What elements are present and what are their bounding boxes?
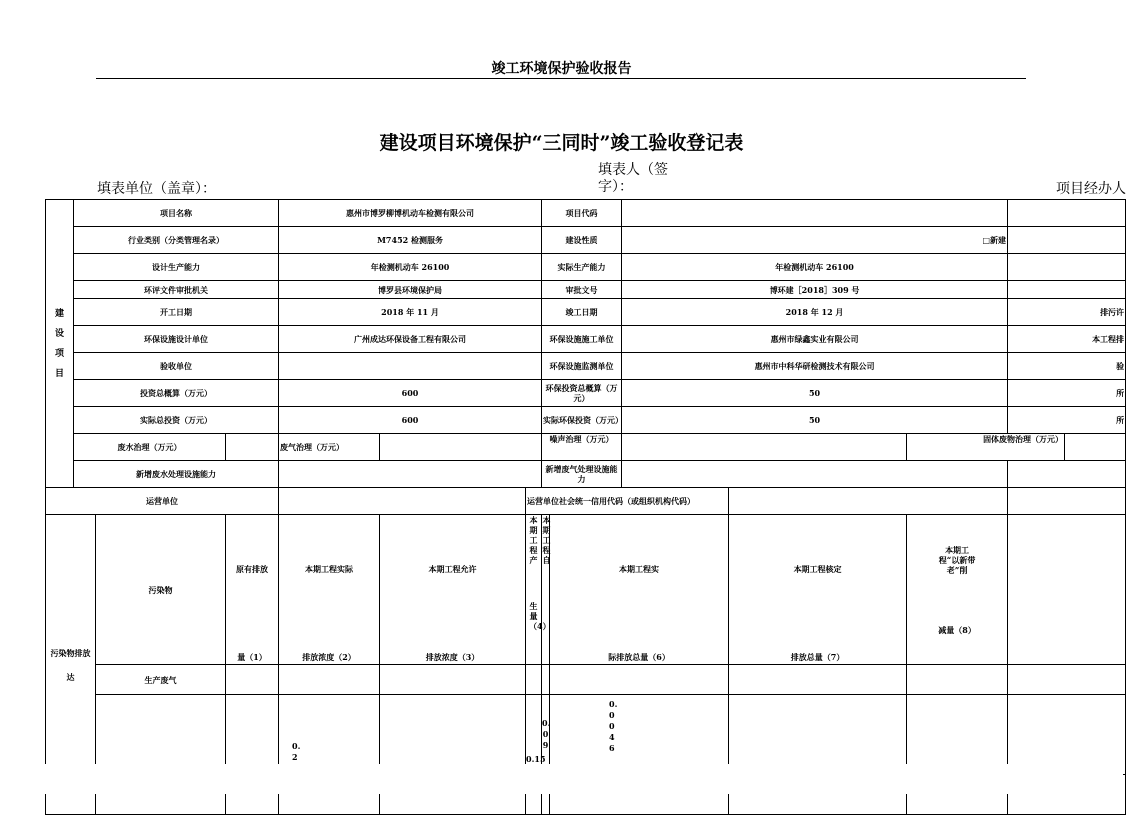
- project-code-extra: [1008, 200, 1126, 227]
- nmhc-actual-amount: 0.0046: [550, 695, 729, 775]
- monitor-unit-value: 惠州市中科华研检测技术有限公司: [622, 353, 1008, 380]
- noise-value: [622, 434, 907, 461]
- build-unit-label: 环保设施施工单位: [542, 326, 622, 353]
- col-actual-conc: 本期工程实际 排放浓度（2）: [279, 515, 380, 665]
- budget-env-label: 环保投资总概算（万元）: [542, 380, 622, 407]
- operator-value: [279, 488, 526, 515]
- new-wastegas-extra: [1008, 461, 1126, 488]
- acceptance-unit-value: [279, 353, 542, 380]
- acceptance-unit-label: 验收单位: [74, 353, 279, 380]
- nature-value: □新建: [622, 227, 1008, 254]
- approval-no-value: 博环建［2018］309 号: [622, 281, 1008, 299]
- actual-capacity-label: 实际生产能力: [542, 254, 622, 281]
- page-crop-mask: [0, 764, 1123, 794]
- industry-value: M7452 检测服务: [279, 227, 542, 254]
- col-replace-reduction: 本期工程“以新带老”削 减量（8）: [907, 515, 1008, 665]
- start-date-label: 开工日期: [74, 299, 279, 326]
- design-unit-value: 广州成达环保设备工程有限公司: [279, 326, 542, 353]
- actual-partial: 所: [1008, 407, 1126, 434]
- registration-table: [45, 199, 1126, 815]
- nature-label: 建设性质: [542, 227, 622, 254]
- col-extra: [1008, 515, 1126, 665]
- new-wastegas-label: 新增废气处理设施能力: [542, 461, 622, 488]
- wastewater-label: 废水治理（万元）: [74, 434, 226, 461]
- actual-capacity-value: 年检测机动车 26100: [622, 254, 1008, 281]
- eia-authority-label: 环评文件审批机关: [74, 281, 279, 299]
- design-capacity-label: 设计生产能力: [74, 254, 279, 281]
- solid-waste-label: 固体废物治理（万元）: [907, 434, 1065, 461]
- credit-code-label: 运营单位社会统一信用代码（或组织机构代码）: [526, 488, 729, 515]
- row-nmhc: [96, 695, 226, 775]
- nmhc-self-reduction: 0.09: [542, 695, 550, 775]
- col-pollutant: 污染物: [96, 515, 226, 665]
- col-approved-amount: 本期工程核定 排放总量（7）: [729, 515, 907, 665]
- col-self-reduction: 本期工程自: [542, 515, 550, 665]
- wastegas-value: [380, 434, 542, 461]
- col-original: 原有排放 量（1）: [226, 515, 279, 665]
- project-partial: 本工程排: [1008, 326, 1126, 353]
- industry-label: 行业类别（分类管理名录）: [74, 227, 279, 254]
- new-wastegas-value: [622, 461, 1008, 488]
- operator-label: 运营单位: [46, 488, 279, 515]
- build-unit-value: 惠州市绿鑫实业有限公司: [622, 326, 1008, 353]
- budget-env-value: 50: [622, 380, 1008, 407]
- nmhc-production: 0.15: [526, 695, 542, 775]
- approval-extra: [1008, 281, 1126, 299]
- actual-total-value: 600: [279, 407, 542, 434]
- noise-label: 噪声治理（万元）: [542, 434, 622, 461]
- nature-extra: [1008, 227, 1126, 254]
- complete-date-value: 2018 年 12 月: [622, 299, 1008, 326]
- complete-date-label: 竣工日期: [542, 299, 622, 326]
- design-unit-label: 环保设施设计单位: [74, 326, 279, 353]
- header-divider: [96, 78, 1026, 79]
- wastewater-value: [226, 434, 279, 461]
- actual-total-label: 实际总投资（万元）: [74, 407, 279, 434]
- fill-unit-label: 填表单位（盖章）：: [97, 181, 216, 197]
- actual-env-label: 实际环保投资（万元）: [542, 407, 622, 434]
- nmhc-actual-conc: 0.2: [279, 695, 380, 775]
- monitor-partial: 验: [1008, 353, 1126, 380]
- budget-partial: 所: [1008, 380, 1126, 407]
- project-code-value: [622, 200, 1008, 227]
- approval-no-label: 审批文号: [542, 281, 622, 299]
- col-production: 本期工程产 生量（4）: [526, 515, 542, 665]
- start-date-value: 2018 年 11 月: [279, 299, 542, 326]
- capacity-extra: [1008, 254, 1126, 281]
- project-code-label: 项目代码: [542, 200, 622, 227]
- page-title: 建设项目环境保护“三同时”竣工验收登记表: [379, 132, 744, 154]
- nmhc-allowed-conc: [380, 695, 526, 775]
- col-actual-amount: 本期工程实 际排放总量（6）: [550, 515, 729, 665]
- actual-env-value: 50: [622, 407, 1008, 434]
- design-capacity-value: 年检测机动车 26100: [279, 254, 542, 281]
- credit-code-value: [729, 488, 1008, 515]
- monitor-unit-label: 环保设施监测单位: [542, 353, 622, 380]
- section-project: 建 设 项 目: [46, 200, 74, 488]
- credit-code-extra: [1008, 488, 1126, 515]
- section-pollutant: 污染物排放达: [46, 515, 96, 815]
- fill-person-label: 填表人（签字）：: [598, 162, 668, 195]
- fill-manager-label: 项目经办人: [1056, 181, 1126, 197]
- row-production-gas: 生产废气: [96, 665, 226, 695]
- budget-total-value: 600: [279, 380, 542, 407]
- new-wastewater-value: [279, 461, 542, 488]
- eia-authority-value: 博罗县环境保护局: [279, 281, 542, 299]
- project-name-value: 惠州市博罗柳博机动车检测有限公司: [279, 200, 542, 227]
- permit-partial: 排污许: [1008, 299, 1126, 326]
- report-header: 竣工环境保护验收报告: [491, 61, 632, 77]
- new-wastewater-label: 新增废水处理设施能力: [74, 461, 279, 488]
- project-name-label: 项目名称: [74, 200, 279, 227]
- col-allowed-conc: 本期工程允许 排放浓度（3）: [380, 515, 526, 665]
- wastegas-label: 废气治理（万元）: [279, 434, 380, 461]
- budget-total-label: 投资总概算（万元）: [74, 380, 279, 407]
- solid-waste-value: [1065, 434, 1126, 461]
